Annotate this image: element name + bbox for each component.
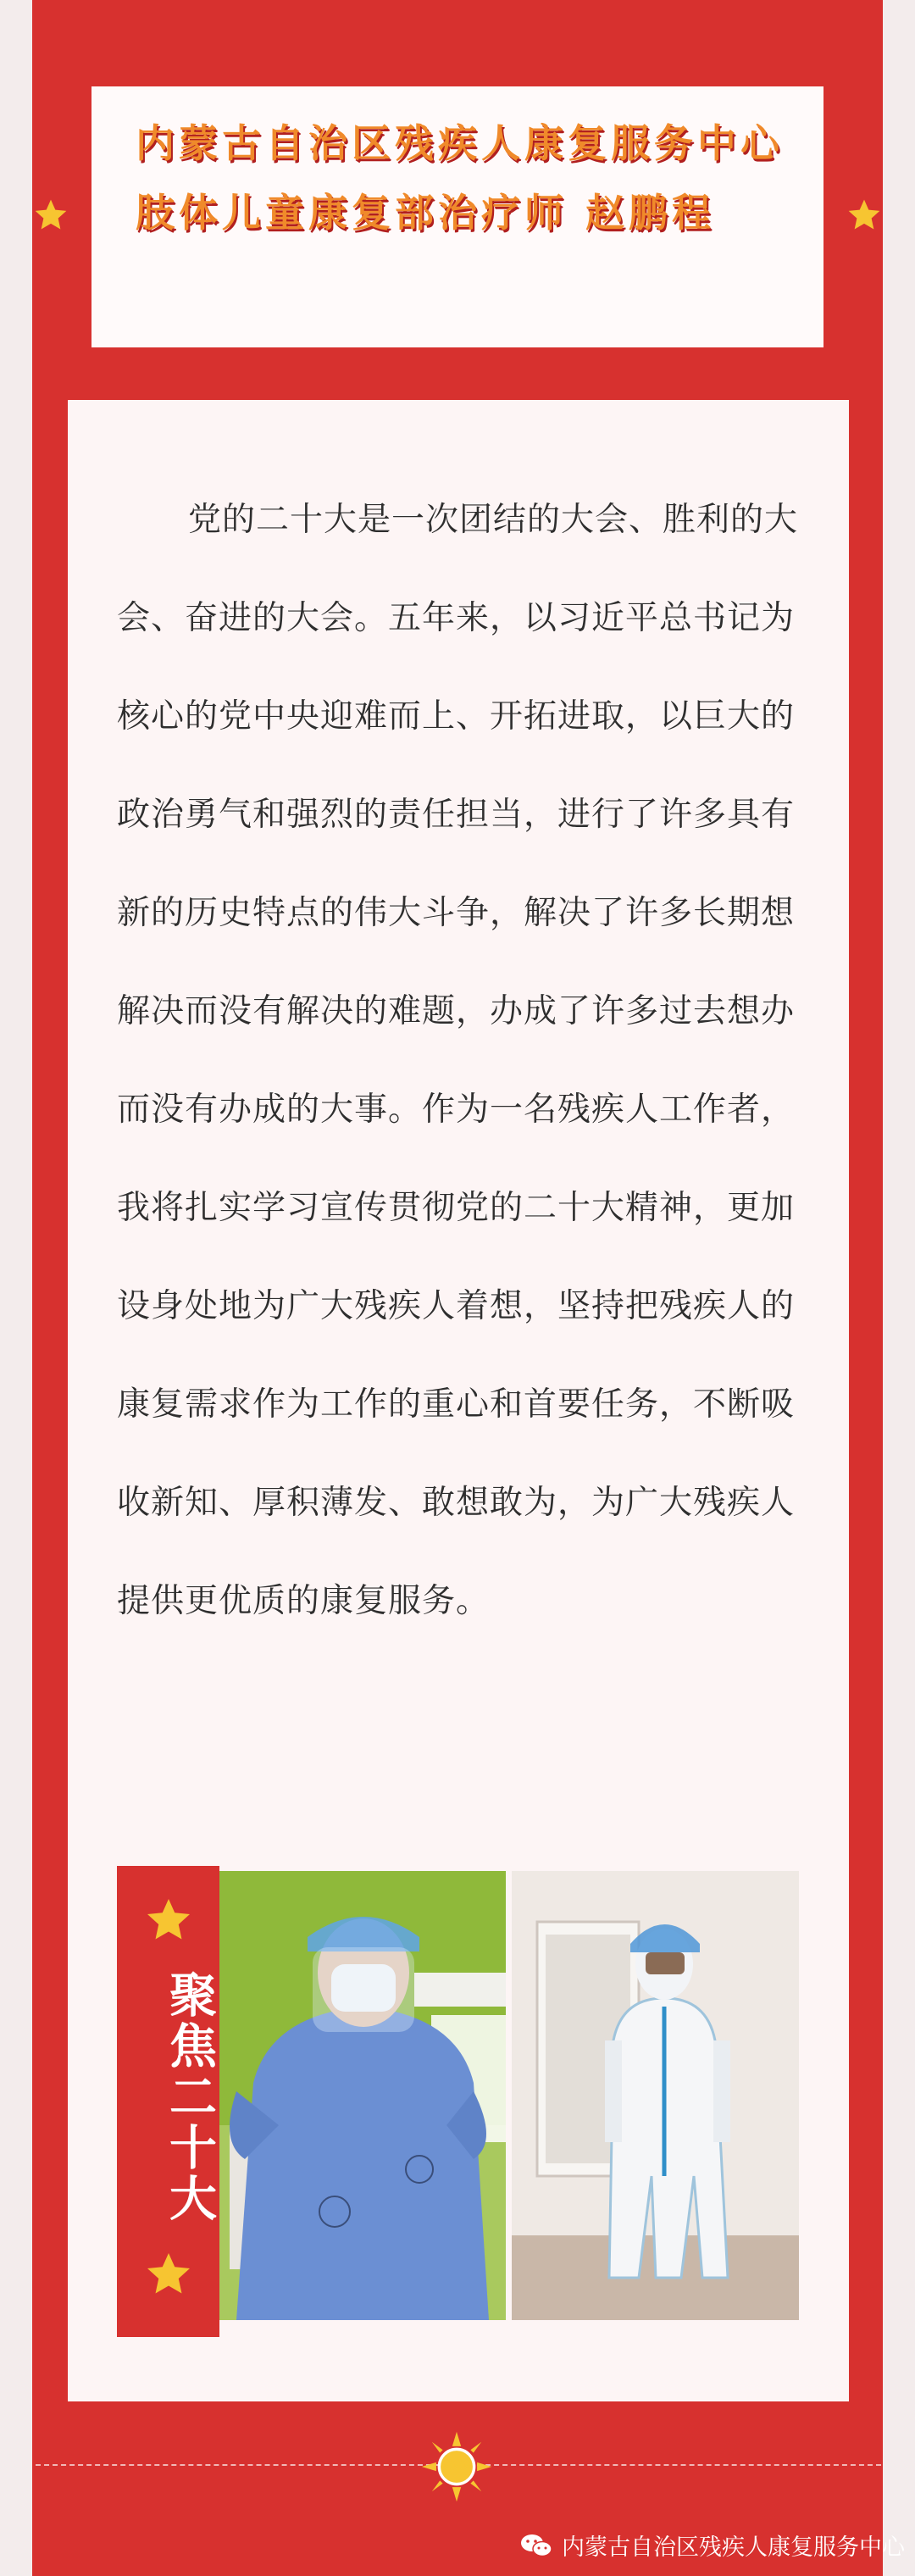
banner-label: 聚焦二十大 <box>162 1970 217 2224</box>
article-title: 内蒙古自治区残疾人康复服务中心肢体儿童康复部治疗师 赵鹏程 <box>136 120 784 236</box>
star-icon <box>32 197 69 234</box>
title-card <box>92 86 824 347</box>
sun-icon <box>420 2430 493 2503</box>
star-icon <box>846 197 883 234</box>
focus-banner <box>117 1866 219 2337</box>
wechat-icon <box>519 2532 553 2559</box>
photo-therapist-blue-gown <box>219 1871 506 2320</box>
star-icon <box>143 1895 194 1946</box>
source-watermark <box>519 2529 905 2562</box>
photo-therapist-white-suit <box>512 1871 799 2320</box>
star-icon <box>143 2249 194 2300</box>
article-body: 党的二十大是一次团结的大会、胜利的大会、奋进的大会。五年来，以习近平总书记为核心的党中央迎难而上、开拓进取，以巨大的政治勇气和强烈的责任担当，进行了许多具有新的历史特点的伟大斗争，解决了许多长期想解决而没有解决的难题，办成了许多过去想办而没有办成的大事。作为一名残疾人工作者，我将扎实学习宣传贯彻党的二十大精神，更加设身处地为广大残疾人着想，坚持把残疾人的康复需求作为工作的重心和首要任务，不断吸收新知、厚积薄发、敢想敢为，为广大残疾人提供更优质的康复服务。 <box>117 501 799 1620</box>
source-name: 内蒙古自治区残疾人康复服务中心 <box>562 2534 905 2561</box>
